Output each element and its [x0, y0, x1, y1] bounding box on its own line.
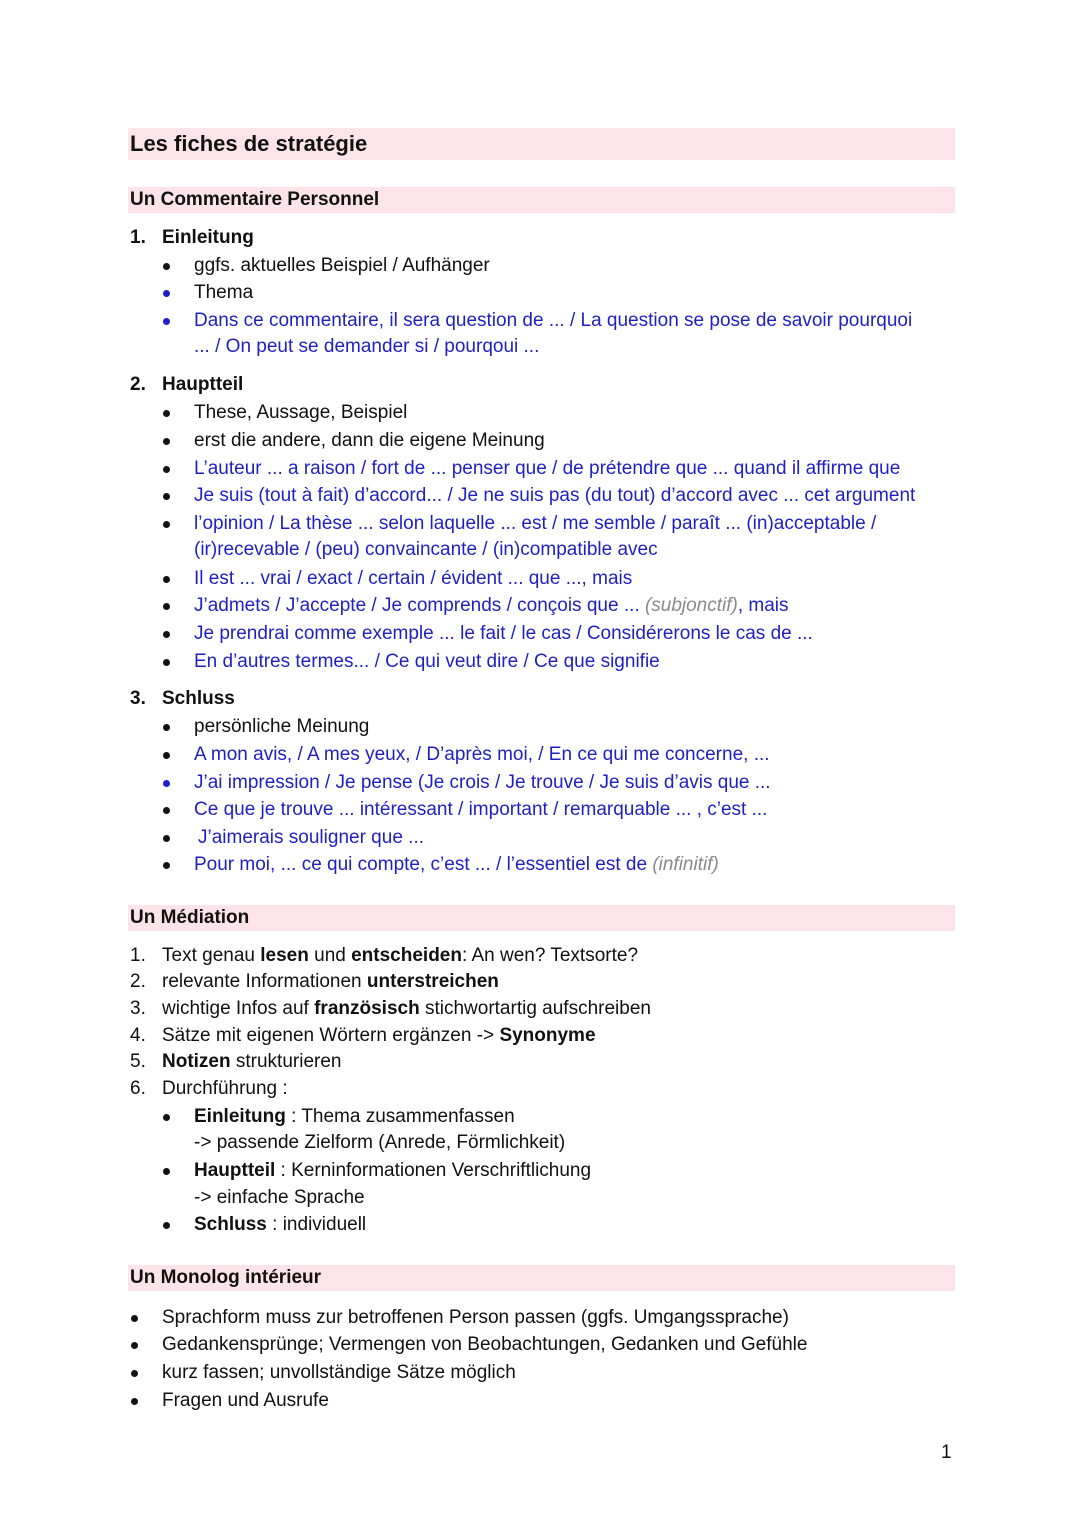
bullet-icon — [163, 835, 170, 842]
list-item: J’admets / J’accepte / Je comprends / conçois que ... (subjonctif), mais — [194, 595, 789, 616]
list-item: Schluss : individuell — [194, 1214, 367, 1235]
bullet-icon — [163, 290, 170, 297]
bullet-icon — [131, 1398, 138, 1405]
bullet-icon — [163, 631, 170, 638]
section-heading-commentaire — [128, 187, 955, 213]
list-item: Je prendrai comme exemple ... le fait / le cas / Considérerons le cas de ... — [194, 623, 813, 644]
bullet-icon — [131, 1315, 138, 1322]
list-item: Fragen und Ausrufe — [162, 1390, 329, 1411]
list-number: 3. — [130, 998, 146, 1019]
section-heading-monolog — [128, 1265, 955, 1291]
list-item: Ce que je trouve ... intéressant / important / remarquable ... , c’est ... — [194, 799, 768, 820]
bullet-icon — [163, 493, 170, 500]
list-item: These, Aussage, Beispiel — [194, 402, 408, 423]
list-item-continuation: (ir)recevable / (peu) convaincante / (in)compatible avec — [194, 539, 658, 560]
list-item: Hauptteil : Kerninformationen Verschriftlichung — [194, 1160, 592, 1181]
bullet-icon — [163, 318, 170, 325]
list-item: Notizen strukturieren — [162, 1051, 342, 1072]
list-number: 3. — [130, 688, 146, 709]
bullet-icon — [163, 603, 170, 610]
bullet-icon — [163, 1168, 170, 1175]
list-item: A mon avis, / A mes yeux, / D’après moi, / En ce qui me concerne, ... — [194, 744, 770, 765]
bullet-icon — [163, 521, 170, 528]
list-item: kurz fassen; unvollständige Sätze möglich — [162, 1362, 516, 1383]
list-item: l’opinion / La thèse ... selon laquelle ... est / me semble / paraît ... (in)acceptable / — [194, 513, 877, 534]
list-item: erst die andere, dann die eigene Meinung — [194, 430, 545, 451]
section-title: Un Médiation — [130, 907, 250, 928]
list-item: Text genau lesen und entscheiden: An wen? Textsorte? — [162, 945, 639, 966]
list-item: Einleitung : Thema zusammenfassen — [194, 1106, 515, 1127]
list-item-continuation: -> einfache Sprache — [194, 1187, 365, 1208]
list-item: L’auteur ... a raison / fort de ... penser que / de prétendre que ... quand il affirme que — [194, 458, 901, 479]
bullet-icon — [163, 1114, 170, 1121]
list-number: 5. — [130, 1051, 146, 1072]
list-item: Il est ... vrai / exact / certain / évident ... que ..., mais — [194, 568, 633, 589]
subsection-title: Hauptteil — [162, 374, 244, 395]
list-item: Gedankensprünge; Vermengen von Beobachtungen, Gedanken und Gefühle — [162, 1334, 808, 1355]
page-number: 1 — [941, 1442, 952, 1463]
subsection-title: Schluss — [162, 688, 235, 709]
list-item-continuation: ... / On peut se demander si / pourqoui ... — [194, 336, 540, 357]
list-item: relevante Informationen unterstreichen — [162, 971, 499, 992]
bullet-icon — [163, 1222, 170, 1229]
list-item: Thema — [194, 282, 254, 303]
list-number: 2. — [130, 374, 146, 395]
bullet-icon — [131, 1370, 138, 1377]
section-title: Un Monolog intérieur — [130, 1267, 322, 1288]
bullet-icon — [163, 438, 170, 445]
list-item-continuation: -> passende Zielform (Anrede, Förmlichkeit) — [194, 1132, 566, 1153]
list-item: Dans ce commentaire, il sera question de ... / La question se pose de savoir pourquoi — [194, 310, 913, 331]
list-item: ggfs. aktuelles Beispiel / Aufhänger — [194, 255, 490, 276]
bullet-icon — [163, 752, 170, 759]
bullet-icon — [131, 1342, 138, 1349]
list-item: persönliche Meinung — [194, 716, 370, 737]
list-item: Pour moi, ... ce qui compte, c’est ... / l’essentiel est de (infinitif) — [194, 854, 719, 875]
list-item: Je suis (tout à fait) d’accord... / Je ne suis pas (du tout) d’accord avec ... cet argument — [194, 485, 916, 506]
list-number: 6. — [130, 1078, 146, 1099]
list-item: Durchführung : — [162, 1078, 288, 1099]
bullet-icon — [163, 724, 170, 731]
bullet-icon — [163, 410, 170, 417]
page-title: Les fiches de stratégie — [130, 131, 368, 156]
list-item: Sprachform muss zur betroffenen Person passen (ggfs. Umgangssprache) — [162, 1307, 789, 1328]
list-number: 2. — [130, 971, 146, 992]
bullet-icon — [163, 659, 170, 666]
bullet-icon — [163, 807, 170, 814]
list-number: 1. — [130, 945, 146, 966]
section-heading-mediation — [128, 905, 955, 931]
bullet-icon — [163, 263, 170, 270]
list-item: En d’autres termes... / Ce qui veut dire / Ce que signifie — [194, 651, 660, 672]
list-item: J’ai impression / Je pense (Je crois / Je trouve / Je suis d’avis que ... — [194, 772, 771, 793]
bullet-icon — [163, 780, 170, 787]
list-number: 1. — [130, 227, 146, 248]
list-item: J’aimerais souligner que ... — [198, 827, 424, 848]
bullet-icon — [163, 466, 170, 473]
list-item: wichtige Infos auf französisch stichwortartig aufschreiben — [162, 998, 651, 1019]
subsection-title: Einleitung — [162, 227, 254, 248]
bullet-icon — [163, 576, 170, 583]
section-title: Un Commentaire Personnel — [130, 189, 380, 210]
list-item: Sätze mit eigenen Wörtern ergänzen -> Synonyme — [162, 1025, 596, 1046]
title-band — [128, 128, 955, 160]
bullet-icon — [163, 862, 170, 869]
list-number: 4. — [130, 1025, 146, 1046]
